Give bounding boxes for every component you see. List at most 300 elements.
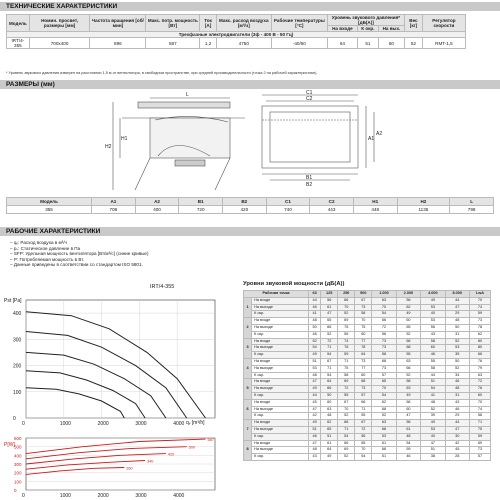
sound-value-cell: 66 xyxy=(321,324,338,331)
sound-value-cell: 48 xyxy=(396,433,420,440)
power-curve-label: 340 xyxy=(147,459,154,464)
chart-y-tick: 200 xyxy=(13,363,22,370)
sound-mode-cell: На входе xyxy=(252,399,309,406)
power-curve-label: 260 xyxy=(126,466,133,471)
sound-value-cell: 52 xyxy=(445,338,469,345)
sound-value-cell: 69 xyxy=(338,447,355,454)
power-y-tick: 200 xyxy=(14,470,22,476)
legend-line: – P: Потребляемая мощность в Вт. xyxy=(10,256,85,262)
sound-value-cell: 40 xyxy=(421,433,445,440)
sound-value-cell: 60 xyxy=(321,399,338,406)
sound-point-cell: 2 xyxy=(244,318,252,338)
drawing-label-h1: H1 xyxy=(121,136,128,142)
sound-value-cell: 44 xyxy=(445,420,469,427)
sound-value-cell: 70 xyxy=(469,297,490,304)
sound-value-cell: 53 xyxy=(421,426,445,433)
sound-value-cell: 71 xyxy=(355,406,372,413)
sound-value-cell: 39 xyxy=(421,413,445,420)
sound-value-cell: 63 xyxy=(396,358,420,365)
sound-value-cell: 78 xyxy=(469,324,490,331)
legend-line: – qᵥ: Расход воздуха в м³/ч xyxy=(10,240,67,245)
sound-value-cell: 56 xyxy=(321,297,338,304)
sound-value-cell: 43 xyxy=(445,399,469,406)
sound-value-cell: 52 xyxy=(338,311,355,318)
specs-cell: 64 xyxy=(327,38,357,49)
sound-value-cell: 51 xyxy=(321,433,338,440)
sound-value-cell: 52 xyxy=(309,338,321,345)
sound-value-cell: 50 xyxy=(445,324,469,331)
sound-value-cell: 63 xyxy=(372,420,396,427)
specs-subheader-outlet: На вых. xyxy=(378,26,404,32)
dims-header: L xyxy=(450,198,494,206)
sound-value-cell: 64 xyxy=(321,447,338,454)
specs-header-rpm: Частота вращения [об/мин] xyxy=(90,15,146,32)
sound-value-cell: 73 xyxy=(355,358,372,365)
pressure-curve xyxy=(26,312,206,418)
sound-value-cell: 65 xyxy=(321,426,338,433)
chart-frame xyxy=(26,300,215,418)
sound-value-cell: 50 xyxy=(321,392,338,399)
sound-mode-cell: К окр. xyxy=(252,433,309,440)
sound-value-cell: 62 xyxy=(396,304,420,311)
sound-value-cell: 48 xyxy=(445,386,469,393)
sound-value-cell: 67 xyxy=(321,358,338,365)
sound-mode-cell: На выходе xyxy=(252,406,309,413)
sound-value-cell: 55 xyxy=(396,352,420,359)
sound-value-cell: 74 xyxy=(469,406,490,413)
sound-value-cell: 75 xyxy=(469,426,490,433)
legend-line: – Данные приведены в соответствии со стандартом ISO 5801. xyxy=(10,262,143,268)
sound-value-cell: 70 xyxy=(355,447,372,454)
sound-value-cell: 58 xyxy=(355,311,372,318)
sound-value-cell: 67 xyxy=(355,297,372,304)
specs-cell: 587 xyxy=(146,38,200,49)
dims-header: H2 xyxy=(397,198,450,206)
sound-value-cell: 76 xyxy=(469,386,490,393)
sound-value-cell: 78 xyxy=(355,345,372,352)
chart-y-tick: 400 xyxy=(13,311,22,318)
section-specs-header: ТЕХНИЧЕСКИЕ ХАРАКТЕРИСТИКИ xyxy=(0,2,500,11)
sound-row xyxy=(244,345,491,352)
sound-value-cell: 44 xyxy=(309,297,321,304)
sound-mode-cell: На выходе xyxy=(252,386,309,393)
sound-value-cell: 54 xyxy=(321,372,338,379)
specs-header-weight: Вес [кг] xyxy=(405,15,423,32)
sound-value-cell: 73 xyxy=(372,365,396,372)
specs-header-power: Макс. потр. мощность [Вт] xyxy=(146,15,200,32)
dims-cell: 420 xyxy=(222,206,266,214)
chart-xlabel: qᵥ [m³/h] xyxy=(186,420,205,426)
sound-row xyxy=(244,426,491,433)
sound-value-cell: 77 xyxy=(355,365,372,372)
power-curve xyxy=(26,468,124,475)
sound-value-cell: 73 xyxy=(372,338,396,345)
specs-cell: 51 xyxy=(357,38,378,49)
sound-value-cell: 77 xyxy=(355,338,372,345)
sound-value-cell: 52 xyxy=(445,365,469,372)
specs-header-model: Модель xyxy=(7,15,30,32)
sound-value-cell: 70 xyxy=(372,386,396,393)
power-curve xyxy=(26,447,187,459)
power-y-tick: 400 xyxy=(14,453,22,459)
sound-value-cell: 56 xyxy=(396,399,420,406)
dims-header: B1 xyxy=(179,198,223,206)
sound-value-cell: 71 xyxy=(338,358,355,365)
sound-row xyxy=(244,318,491,325)
sound-mode-cell: На входе xyxy=(252,420,309,427)
specs-cell: 4750 xyxy=(216,38,271,49)
sound-value-cell: 71 xyxy=(321,345,338,352)
pressure-curve xyxy=(26,352,166,418)
sound-row xyxy=(244,372,491,379)
sound-value-cell: 73 xyxy=(355,304,372,311)
specs-header-controller: Регулятор скорости xyxy=(422,15,465,32)
power-y-tick: 100 xyxy=(14,479,22,485)
sound-header: 250 xyxy=(338,291,355,298)
drawing-label-c1: C1 xyxy=(306,90,313,96)
power-y-tick: 0 xyxy=(14,488,17,493)
specs-header-airflow: Макс. расход воздуха [м³/ч] xyxy=(216,15,271,32)
sound-value-cell: 28 xyxy=(445,454,469,461)
sound-value-cell: 60 xyxy=(396,406,420,413)
sound-value-cell: 73 xyxy=(469,318,490,325)
power-curve-label: 420 xyxy=(167,452,175,457)
sound-table-title: Уровни звуковой мощности (дБ(А)) xyxy=(243,281,345,287)
sound-value-cell: 35 xyxy=(445,352,469,359)
sound-mode-cell: К окр. xyxy=(252,392,309,399)
performance-chart xyxy=(0,278,240,500)
sound-value-cell: 74 xyxy=(469,304,490,311)
dims-cell: 1135 xyxy=(397,206,450,214)
sound-value-cell: 46 xyxy=(309,433,321,440)
sound-header: 125 xyxy=(321,291,338,298)
sound-mode-cell: На выходе xyxy=(252,447,309,454)
sound-value-cell: 41 xyxy=(421,392,445,399)
sound-mode-cell: На входе xyxy=(252,318,309,325)
sound-row xyxy=(244,352,491,359)
sound-value-cell: 53 xyxy=(421,318,445,325)
chart-y-tick: 0 xyxy=(13,416,16,422)
drawing-label-a1: A1 xyxy=(368,136,375,142)
sound-value-cell: 53 xyxy=(421,304,445,311)
chart-x-tick: 4000 xyxy=(173,421,185,427)
sound-value-cell: 29 xyxy=(445,311,469,318)
sound-value-cell: 66 xyxy=(338,440,355,447)
dimension-drawing xyxy=(0,90,500,195)
sound-value-cell: 73 xyxy=(355,386,372,393)
sound-row xyxy=(244,413,491,420)
sound-value-cell: 49 xyxy=(396,392,420,399)
sound-value-cell: 57 xyxy=(372,372,396,379)
sound-value-cell: 72 xyxy=(372,324,396,331)
power-ylabel: P[W] xyxy=(4,442,15,448)
sound-mode-cell: На входе xyxy=(252,297,309,304)
sound-value-cell: 49 xyxy=(421,420,445,427)
dims-cell: 400 xyxy=(135,206,179,214)
sound-header: 500 xyxy=(355,291,372,298)
sound-value-cell: 58 xyxy=(421,365,445,372)
specs-footnote: * Уровень звукового давления измерен на расстоянии 1,5 м от вентилятора, в свободном пространстве, при средней производительности (точка 2 на рабочей характеристике). xyxy=(6,71,318,75)
sound-value-cell: 65 xyxy=(321,318,338,325)
sound-value-cell: 66 xyxy=(396,365,420,372)
sound-value-cell: 69 xyxy=(338,379,355,386)
specs-cell: RMT-1,5 xyxy=(422,38,465,49)
sound-value-cell: 44 xyxy=(309,392,321,399)
sound-mode-cell: К окр. xyxy=(252,352,309,359)
pressure-curve xyxy=(26,332,187,419)
sound-value-cell: 59 xyxy=(396,447,420,454)
sound-value-cell: 43 xyxy=(309,454,321,461)
sound-value-cell: 50 xyxy=(309,324,321,331)
sound-value-cell: 54 xyxy=(355,454,372,461)
sound-value-cell: 79 xyxy=(469,365,490,372)
chart-title: IRT/4-355 xyxy=(150,284,175,290)
sound-value-cell: 54 xyxy=(396,440,420,447)
specs-cell: 52 xyxy=(405,38,423,49)
drawing-label-a2: A2 xyxy=(376,131,383,137)
sound-value-cell: 68 xyxy=(396,345,420,352)
sound-value-cell: 66 xyxy=(338,297,355,304)
sound-value-cell: 66 xyxy=(396,338,420,345)
sound-row xyxy=(244,447,491,454)
specs-header-current: Ток [А] xyxy=(200,15,216,32)
chart-x-tick: 1000 xyxy=(59,421,71,427)
sound-value-cell: 31 xyxy=(445,331,469,338)
pressure-curve xyxy=(26,388,124,418)
sound-value-cell: 70 xyxy=(355,318,372,325)
sound-value-cell: 61 xyxy=(372,440,396,447)
sound-value-cell: 60 xyxy=(355,372,372,379)
sound-value-cell: 63 xyxy=(396,386,420,393)
sound-point-cell: 4 xyxy=(244,358,252,378)
sound-value-cell: 61 xyxy=(396,426,420,433)
sound-value-cell: 56 xyxy=(421,324,445,331)
sound-value-cell: 71 xyxy=(338,426,355,433)
dims-cell: 740 xyxy=(266,206,310,214)
sound-value-cell: 75 xyxy=(338,365,355,372)
sound-header: 4.000 xyxy=(421,291,445,298)
sound-value-cell: 71 xyxy=(469,420,490,427)
legend-line: – SFP: Удельная мощность вентилятора [Вт/м³/с] (синие кривые) xyxy=(10,251,149,257)
dims-cell: 708 xyxy=(92,206,136,214)
dims-header: A1 xyxy=(92,198,136,206)
sound-value-cell: 72 xyxy=(321,338,338,345)
sound-value-cell: 48 xyxy=(309,318,321,325)
drawing-label-l: L xyxy=(186,92,189,98)
power-x-tick: 1000 xyxy=(59,493,71,499)
sound-value-cell: 54 xyxy=(372,311,396,318)
sound-value-cell: 60 xyxy=(355,331,372,338)
power-x-tick: 0 xyxy=(22,493,25,499)
sound-mode-cell: На входе xyxy=(252,358,309,365)
dims-header: H1 xyxy=(353,198,397,206)
sound-value-cell: 75 xyxy=(338,324,355,331)
sound-value-cell: 58 xyxy=(396,379,420,386)
sound-mode-cell: На выходе xyxy=(252,324,309,331)
sound-row xyxy=(244,406,491,413)
sound-value-cell: 66 xyxy=(355,399,372,406)
power-curve xyxy=(26,439,206,454)
sound-value-cell: 67 xyxy=(338,399,355,406)
section-dims-header: РАЗМЕРЫ (мм) xyxy=(0,80,500,89)
sound-point-cell: 5 xyxy=(244,379,252,399)
dims-header: Модель xyxy=(7,198,92,206)
sound-value-cell: 57 xyxy=(469,454,490,461)
sound-row xyxy=(244,433,491,440)
sound-row xyxy=(244,454,491,461)
sound-value-cell: 63 xyxy=(321,406,338,413)
specs-table xyxy=(6,14,466,49)
sound-value-cell: 50 xyxy=(445,358,469,365)
sound-value-cell: 68 xyxy=(372,406,396,413)
sound-value-cell: 62 xyxy=(321,420,338,427)
power-y-tick: 500 xyxy=(14,444,22,450)
sound-row xyxy=(244,311,491,318)
dims-cell: 720 xyxy=(179,206,223,214)
sound-value-cell: 75 xyxy=(355,324,372,331)
sound-value-cell: 42 xyxy=(445,440,469,447)
sound-value-cell: 56 xyxy=(396,420,420,427)
drawing-label-h2: H2 xyxy=(105,144,112,150)
sound-value-cell: 29 xyxy=(445,413,469,420)
dims-header: C2 xyxy=(310,198,354,206)
sound-value-cell: 61 xyxy=(321,440,338,447)
sound-value-cell: 62 xyxy=(469,331,490,338)
sound-value-cell: 31 xyxy=(445,392,469,399)
sound-value-cell: 52 xyxy=(321,331,338,338)
sound-value-cell: 48 xyxy=(309,372,321,379)
sound-mode-cell: На входе xyxy=(252,379,309,386)
sound-value-cell: 60 xyxy=(421,345,445,352)
sound-row xyxy=(244,324,491,331)
sound-value-cell: 49 xyxy=(321,454,338,461)
sound-value-cell: 54 xyxy=(321,352,338,359)
sound-value-cell: 66 xyxy=(321,386,338,393)
sound-value-cell: 49 xyxy=(421,297,445,304)
sound-value-cell: 44 xyxy=(421,372,445,379)
sound-value-cell: 43 xyxy=(421,331,445,338)
sound-value-cell: 65 xyxy=(372,379,396,386)
sound-value-cell: 47 xyxy=(309,440,321,447)
sound-value-cell: 49 xyxy=(309,386,321,393)
sound-value-cell: 58 xyxy=(469,413,490,420)
specs-header-size: Номин. просвет, размеры [мм] xyxy=(29,15,90,32)
sound-value-cell: 48 xyxy=(421,399,445,406)
sound-value-cell: 63 xyxy=(372,297,396,304)
sound-header: LwA xyxy=(469,291,490,298)
specs-subheader-inlet: На входе xyxy=(327,26,357,32)
sound-value-cell: 58 xyxy=(421,338,445,345)
sound-row xyxy=(244,386,491,393)
sound-value-cell: 48 xyxy=(321,413,338,420)
pressure-curve xyxy=(26,371,145,418)
sound-value-cell: 62 xyxy=(372,399,396,406)
sound-value-cell: 47 xyxy=(421,440,445,447)
sound-header: Рабочая точка xyxy=(244,291,309,298)
sound-point-cell: 8 xyxy=(244,440,252,460)
sound-header: 2.000 xyxy=(396,291,420,298)
sound-value-cell: 59 xyxy=(469,433,490,440)
sound-value-cell: 47 xyxy=(445,304,469,311)
sound-value-cell: 40 xyxy=(421,311,445,318)
specs-data-row xyxy=(7,38,466,49)
sound-value-cell: 74 xyxy=(338,338,355,345)
sound-row xyxy=(244,420,491,427)
sound-value-cell: 68 xyxy=(338,420,355,427)
specs-cell: 896 xyxy=(90,38,146,49)
specs-cell: -40/50 xyxy=(271,38,327,49)
sound-value-cell: 42 xyxy=(309,413,321,420)
sound-value-cell: 54 xyxy=(309,345,321,352)
chart-x-tick: 3000 xyxy=(135,421,147,427)
sound-point-cell: 3 xyxy=(244,338,252,358)
sound-value-cell: 66 xyxy=(372,318,396,325)
sound-value-cell: 46 xyxy=(309,331,321,338)
sound-value-cell: 69 xyxy=(338,318,355,325)
sound-row xyxy=(244,338,491,345)
sound-value-cell: 70 xyxy=(372,304,396,311)
power-x-tick: 4000 xyxy=(173,493,185,499)
sound-value-cell: 44 xyxy=(445,297,469,304)
sound-row xyxy=(244,440,491,447)
sound-value-cell: 73 xyxy=(372,345,396,352)
sound-value-cell: 60 xyxy=(396,318,420,325)
dims-data-row xyxy=(7,206,494,214)
sound-value-cell: 46 xyxy=(421,352,445,359)
sound-row xyxy=(244,358,491,365)
sound-value-cell: 70 xyxy=(338,406,355,413)
sound-value-cell: 53 xyxy=(445,345,469,352)
chart-y-tick: 100 xyxy=(13,389,22,396)
sound-value-cell: 53 xyxy=(309,365,321,372)
sound-value-cell: 65 xyxy=(355,440,372,447)
sound-value-cell: 73 xyxy=(469,447,490,454)
sound-value-cell: 58 xyxy=(338,372,355,379)
dims-header: C1 xyxy=(266,198,310,206)
power-y-tick: 600 xyxy=(14,436,22,441)
specs-subheader-env: К окр. xyxy=(357,26,378,32)
sound-value-cell: 76 xyxy=(469,358,490,365)
sound-value-cell: 71 xyxy=(321,365,338,372)
sound-value-cell: 46 xyxy=(445,406,469,413)
sound-value-cell: 54 xyxy=(372,392,396,399)
specs-header-sound: Уровень звукового давления* [дБ(А)] xyxy=(327,15,404,26)
sound-value-cell: 68 xyxy=(355,379,372,386)
perf-legend xyxy=(10,240,149,268)
sound-value-cell: 47 xyxy=(309,379,321,386)
sound-value-cell: 64 xyxy=(355,352,372,359)
sound-value-cell: 59 xyxy=(469,311,490,318)
specs-cell: 60 xyxy=(378,38,404,49)
sound-value-cell: 57 xyxy=(355,392,372,399)
sound-mode-cell: На выходе xyxy=(252,426,309,433)
sound-mode-cell: На входе xyxy=(252,338,309,345)
sound-value-cell: 70 xyxy=(469,399,490,406)
dims-cell: 355 xyxy=(7,206,92,214)
sound-value-cell: 51 xyxy=(421,447,445,454)
sound-value-cell: 45 xyxy=(445,447,469,454)
sound-value-cell: 52 xyxy=(396,372,420,379)
power-x-tick: 2000 xyxy=(97,493,109,499)
sound-value-cell: 47 xyxy=(309,406,321,413)
sound-header: 8.000 xyxy=(445,291,469,298)
chart-x-tick: 2000 xyxy=(97,421,109,427)
sound-value-cell: 64 xyxy=(321,379,338,386)
sound-row xyxy=(244,365,491,372)
power-curve-label: 500 xyxy=(188,445,195,450)
power-curve-label: 587 xyxy=(207,438,214,443)
sound-header: 63 xyxy=(309,291,321,298)
